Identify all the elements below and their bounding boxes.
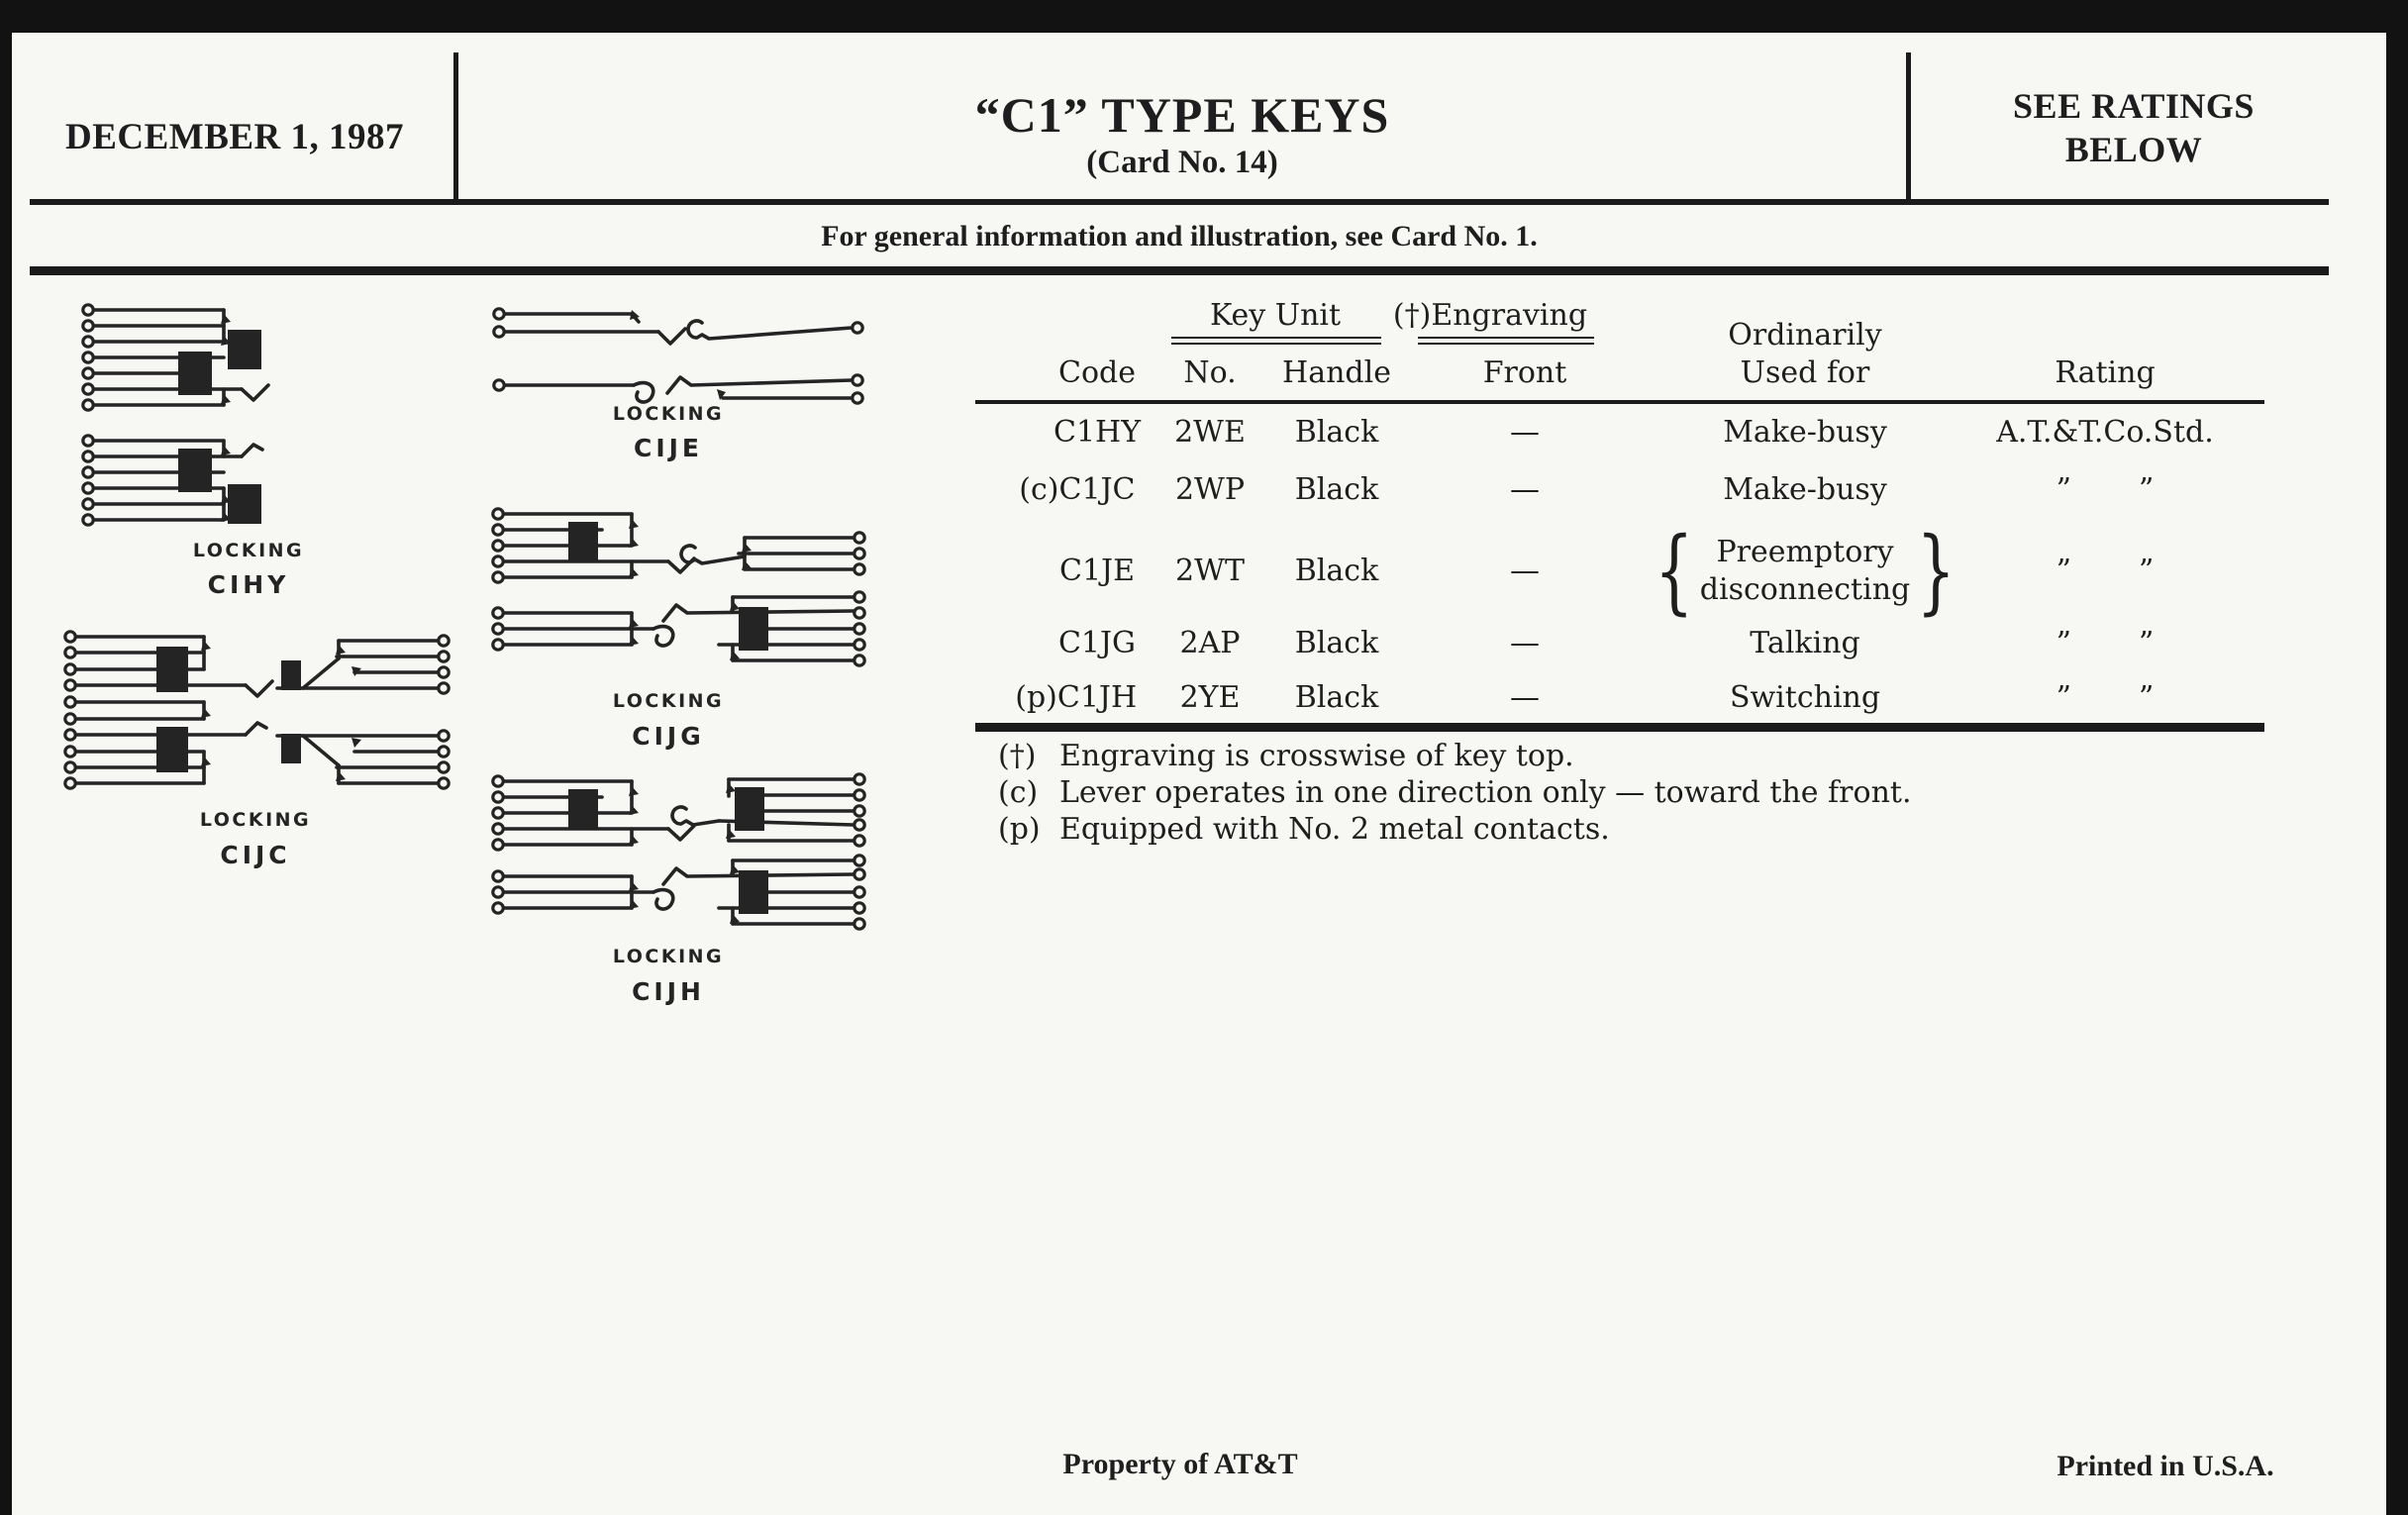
footer-property-notice: Property of AT&T	[1062, 1448, 1298, 1480]
cell-key-unit-no: 2WE	[1174, 415, 1246, 450]
see-ratings-line1: SEE RATINGS	[2013, 86, 2255, 126]
column-header-rating: Rating	[2055, 355, 2156, 390]
cell-key-unit-no: 2WT	[1175, 554, 1245, 588]
table-row	[975, 679, 2264, 719]
cijh-schematic-drawing	[485, 769, 871, 940]
cell-handle: Black	[1294, 415, 1379, 450]
diagram-label: LOCKING	[612, 690, 725, 712]
footnote-text: Lever operates in one direction only — toward the front.	[1059, 775, 1912, 810]
code-value: C1JG	[1057, 626, 1137, 660]
used-for-line1: Preemptory	[1716, 535, 1894, 569]
schematic-cijc	[57, 625, 473, 892]
footnotes	[998, 738, 1911, 848]
data-card	[12, 33, 2386, 1515]
table-row	[975, 516, 2264, 625]
page-title: “C1” TYPE KEYS	[974, 87, 1390, 143]
code-prefix: (c)	[1019, 472, 1059, 507]
general-info-line: For general information and illustration, see Card No. 1.	[821, 220, 1538, 252]
footnote	[998, 738, 1911, 774]
cell-key-unit-no: 2WP	[1174, 472, 1246, 507]
schematic-cije	[485, 298, 871, 476]
cell-handle: Black	[1294, 680, 1379, 715]
ditto-mark: ”	[2139, 554, 2155, 588]
ditto-mark: ”	[2056, 680, 2071, 715]
footnote	[998, 811, 1911, 848]
column-header-code: Code	[1058, 355, 1136, 390]
cell-used-for: Switching	[1729, 680, 1881, 715]
ratings-table	[975, 297, 2264, 762]
cell-engraving-front: —	[1510, 554, 1540, 588]
cell-engraving-front: —	[1510, 472, 1540, 507]
cijc-schematic-drawing	[57, 625, 473, 808]
main-divider-rule	[30, 266, 2329, 275]
footnote-mark: (p)	[998, 812, 1041, 847]
ditto-mark: ”	[2139, 680, 2155, 715]
code-value: C1JE	[1059, 554, 1135, 588]
diagram-code: CIJE	[633, 434, 704, 462]
cell-used-for: Make-busy	[1723, 415, 1887, 450]
diagram-code: CIJC	[220, 841, 291, 869]
cell-key-unit-no: 2AP	[1179, 626, 1241, 660]
cell-rating-ditto	[1956, 553, 2254, 590]
table-row	[975, 414, 2264, 454]
card-date: DECEMBER 1, 1987	[64, 117, 405, 157]
footnote-text: Engraving is crosswise of key top.	[1059, 739, 1574, 773]
rating-value: A.T.&T.Co.Std.	[1996, 415, 2214, 450]
column-group-engraving: (†)Engraving	[1392, 298, 1588, 333]
column-header-handle: Handle	[1282, 355, 1391, 390]
cell-used-for: Talking	[1750, 626, 1860, 660]
table-row	[975, 471, 2264, 511]
diagram-code: CIJH	[632, 977, 705, 1006]
code-value: C1JH	[1056, 680, 1138, 715]
cell-rating-ditto	[1956, 679, 2254, 717]
cihy-schematic-drawing	[75, 292, 283, 540]
diagram-label: LOCKING	[612, 946, 725, 967]
diagram-label: LOCKING	[192, 540, 305, 561]
ditto-mark: ”	[2056, 472, 2071, 507]
footnote-mark: (†)	[998, 739, 1037, 773]
footer-printed-notice: Printed in U.S.A.	[2057, 1450, 2274, 1482]
header-bottom-rule	[30, 199, 2329, 205]
cell-handle: Black	[1294, 472, 1379, 507]
cell-used-for	[1655, 516, 1956, 625]
column-header-no: No.	[1183, 355, 1237, 390]
used-for-line2: disconnecting	[1699, 572, 1911, 607]
right-brace: }	[1916, 516, 1956, 625]
cell-rating-ditto	[1956, 471, 2254, 509]
see-ratings-line2: BELOW	[2064, 130, 2203, 169]
card-number: (Card No. 14)	[1086, 145, 1278, 180]
cell-engraving-front: —	[1510, 680, 1540, 715]
cell-used-for: Make-busy	[1723, 472, 1887, 507]
ditto-mark: ”	[2139, 626, 2155, 660]
column-header-ordinarily: Ordinarily	[1728, 318, 1882, 353]
diagram-code: CIJG	[632, 722, 705, 751]
code-value: C1HY	[1053, 415, 1141, 450]
engraving-underline	[1418, 337, 1594, 345]
cell-handle: Black	[1294, 626, 1379, 660]
diagram-label: LOCKING	[612, 403, 725, 425]
cije-schematic-drawing	[485, 298, 871, 412]
footnote	[998, 774, 1911, 811]
key-unit-underline	[1171, 337, 1381, 345]
cell-rating	[1956, 414, 2254, 452]
schematic-cihy	[75, 292, 352, 609]
cijg-schematic-drawing	[485, 502, 871, 685]
ditto-mark: ”	[2139, 472, 2155, 507]
schematic-cijg	[485, 502, 871, 764]
cell-engraving-front: —	[1510, 626, 1540, 660]
schematic-cijh	[485, 769, 871, 1027]
footnote-mark: (c)	[998, 775, 1039, 810]
ditto-mark: ”	[2056, 554, 2071, 588]
cell-rating-ditto	[1956, 625, 2254, 662]
table-row	[975, 625, 2264, 664]
code-value: C1JC	[1058, 472, 1136, 507]
column-header-front: Front	[1482, 355, 1567, 390]
cell-key-unit-no: 2YE	[1179, 680, 1241, 715]
cell-handle: Black	[1294, 554, 1379, 588]
table-bottom-rule	[975, 723, 2264, 732]
diagram-label: LOCKING	[199, 809, 312, 831]
code-prefix: (p)	[1015, 680, 1057, 715]
footnote-text: Equipped with No. 2 metal contacts.	[1059, 812, 1610, 847]
column-header-used-for: Used for	[1740, 355, 1870, 390]
header-title-block	[458, 87, 1906, 182]
see-ratings-note	[1906, 84, 2361, 171]
left-brace: {	[1655, 516, 1694, 625]
ditto-mark: ”	[2056, 626, 2071, 660]
cell-engraving-front: —	[1510, 415, 1540, 450]
column-group-key-unit: Key Unit	[1209, 298, 1342, 333]
table-header-rule	[975, 400, 2264, 404]
diagram-code: CIHY	[207, 570, 290, 599]
